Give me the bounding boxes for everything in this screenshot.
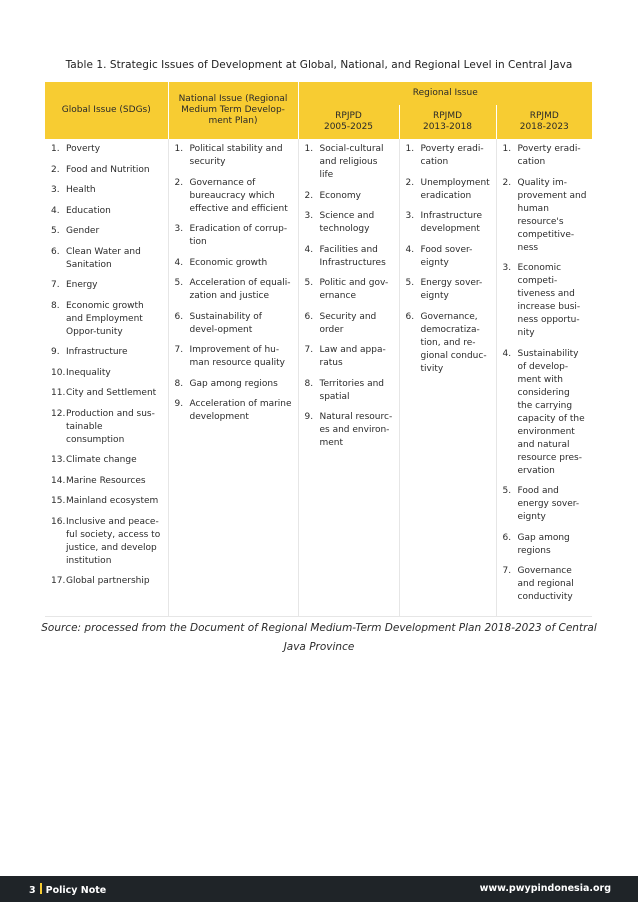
- rpjmd-2018-issue-item: [503, 532, 588, 558]
- header-rpjmd-2013-name: RPJMD: [432, 111, 463, 121]
- item-text: Education: [66, 205, 111, 216]
- item-number: 5.: [405, 278, 415, 288]
- item-number: 4.: [174, 257, 184, 268]
- national-issue-item: [175, 177, 293, 216]
- item-number: 8.: [304, 378, 314, 389]
- footer-divider: [40, 883, 42, 894]
- item-number: 9.: [174, 399, 184, 409]
- national-issue-item: [175, 344, 293, 370]
- item-text: Infrastructure: [66, 347, 128, 357]
- item-number: 10.: [51, 367, 66, 378]
- item-number: 13.: [51, 455, 66, 465]
- rpjmd-2018-issue-item: [503, 262, 588, 340]
- header-rpjmd-2013: [399, 105, 496, 139]
- item-number: 8.: [174, 378, 184, 389]
- item-text: Food and energy sover-eignty: [517, 486, 580, 522]
- item-number: 9.: [304, 412, 314, 422]
- item-number: 2.: [51, 164, 60, 175]
- footer-section: Policy Note: [45, 885, 107, 896]
- page-footer: [0, 876, 638, 902]
- national-issue-item: [175, 223, 293, 249]
- rpjpd-issues-cell: [298, 139, 399, 616]
- header-rpjmd-2018: [496, 105, 592, 139]
- global-issue-item: [51, 367, 163, 380]
- rpjmd-2013-issue-item: [406, 277, 491, 303]
- header-national: National Issue (Regional Medium Term Develop-ment Plan): [168, 82, 298, 139]
- item-number: 6.: [304, 311, 314, 322]
- item-number: 12.: [51, 408, 66, 419]
- header-regional: Regional Issue: [298, 82, 592, 105]
- rpjmd-2013-issue-item: [406, 244, 491, 270]
- global-issue-item: [51, 387, 163, 400]
- item-text: Politic and gov-ernance: [319, 278, 389, 301]
- table-caption: Table 1. Strategic Issues of Development at Global, National, and Regional Level in Central Java: [65, 59, 573, 71]
- item-text: Economic competi-tiveness and increase busi-ness opportu-nity: [517, 263, 581, 338]
- item-number: 2.: [304, 190, 314, 201]
- global-issue-item: [51, 495, 163, 508]
- page-number: 3: [29, 885, 36, 896]
- rpjmd-2013-issue-item: [406, 143, 491, 169]
- item-number: 3.: [51, 185, 60, 195]
- item-text: Unemployment eradication: [420, 177, 490, 201]
- item-number: 9.: [51, 347, 60, 357]
- item-text: Governance and regional conductivity: [517, 566, 574, 602]
- item-text: Mainland ecosystem: [66, 496, 159, 506]
- item-text: Climate change: [66, 455, 137, 465]
- item-number: 4.: [405, 244, 415, 255]
- item-number: 8.: [51, 300, 60, 311]
- item-number: 1.: [174, 144, 184, 154]
- header-rpjpd: [298, 105, 399, 139]
- item-number: 6.: [405, 311, 415, 322]
- rpjmd-2018-issue-item: [503, 143, 588, 169]
- item-text: Gender: [66, 226, 100, 236]
- item-number: 3.: [502, 263, 512, 273]
- item-text: City and Settlement: [66, 388, 157, 398]
- rpjmd-2013-issue-item: [406, 311, 491, 376]
- item-text: Global partnership: [66, 576, 150, 586]
- item-number: 6.: [174, 311, 184, 322]
- item-text: Governance of bureaucracy which effective and efficient: [189, 177, 288, 214]
- item-number: 5.: [51, 226, 60, 236]
- item-text: Poverty eradi-cation: [517, 144, 581, 167]
- item-text: Sustainability of devel-opment: [189, 311, 262, 335]
- item-text: Eradication of corrup-tion: [189, 224, 288, 247]
- source-note: Source: processed from the Document of Regional Medium-Term Development Plan 2018-2023 of Central Java Province: [41, 622, 597, 653]
- global-issue-item: [51, 246, 163, 272]
- item-text: Gap among regions: [517, 532, 570, 556]
- item-text: Marine Resources: [66, 475, 146, 486]
- item-text: Improvement of hu-man resource quality: [189, 345, 285, 368]
- item-number: 5.: [502, 486, 512, 496]
- item-number: 1.: [405, 144, 415, 154]
- footer-page-info: [29, 883, 106, 896]
- footer-website[interactable]: www.pwypindonesia.org: [479, 883, 611, 894]
- global-issue-item: [51, 205, 163, 218]
- global-issue-item: [51, 184, 163, 197]
- strategic-issues-table: [45, 82, 592, 617]
- national-issue-item: [175, 277, 293, 303]
- item-number: 6.: [502, 532, 512, 543]
- rpjmd-2018-issue-item: [503, 177, 588, 255]
- item-number: 7.: [51, 280, 60, 290]
- item-text: Facilities and Infrastructures: [319, 244, 386, 268]
- global-issue-item: [51, 475, 163, 488]
- global-issue-item: [51, 164, 163, 177]
- global-issue-item: [51, 575, 163, 588]
- item-number: 2.: [502, 177, 512, 188]
- item-number: 7.: [502, 566, 512, 576]
- national-issue-item: [175, 398, 293, 424]
- rpjpd-issue-item: [305, 210, 394, 236]
- item-number: 7.: [304, 345, 314, 355]
- item-text: Governance, democratiza-tion, and re-gional conduc-tivity: [420, 311, 487, 374]
- item-text: Science and technology: [319, 211, 375, 234]
- item-text: Poverty: [66, 144, 101, 154]
- item-text: Acceleration of equali-zation and justice: [189, 278, 291, 301]
- item-text: Poverty eradi-cation: [420, 144, 484, 167]
- rpjmd-2018-issue-item: [503, 348, 588, 478]
- item-number: 14.: [51, 475, 66, 486]
- item-text: Sustainability of develop-ment with considering the carrying capacity of the environment and natural resource pres-ervation: [517, 348, 585, 476]
- rpjmd-2018-issue-item: [503, 565, 588, 604]
- global-issue-item: [51, 143, 163, 156]
- item-number: 4.: [51, 205, 60, 216]
- national-issue-item: [175, 311, 293, 337]
- header-rpjmd-2018-name: RPJMD: [529, 111, 559, 121]
- rpjpd-issue-item: [305, 344, 394, 370]
- item-text: Law and appa-ratus: [319, 345, 386, 368]
- item-text: Inequality: [66, 367, 111, 378]
- item-text: Energy sover-eignty: [420, 278, 483, 301]
- rpjpd-issue-item: [305, 378, 394, 404]
- rpjmd-2018-issues-cell: [496, 139, 592, 616]
- item-text: Health: [66, 185, 96, 195]
- table-row: [45, 139, 592, 616]
- global-issues-cell: [45, 139, 168, 616]
- item-number: 1.: [304, 144, 314, 154]
- item-text: Political stability and security: [189, 144, 283, 167]
- item-text: Economic growth: [189, 257, 268, 268]
- item-text: Food and Nutrition: [66, 164, 150, 175]
- rpjpd-issue-item: [305, 190, 394, 203]
- item-number: 3.: [304, 211, 314, 221]
- item-text: Food sover-eignty: [420, 244, 473, 268]
- national-issue-item: [175, 143, 293, 169]
- global-issue-item: [51, 225, 163, 238]
- global-issue-item: [51, 408, 163, 447]
- rpjpd-issue-item: [305, 411, 394, 450]
- item-number: 11.: [51, 388, 66, 398]
- national-issue-item: [175, 378, 293, 391]
- item-number: 7.: [174, 345, 184, 355]
- item-number: 6.: [51, 246, 60, 257]
- item-number: 4.: [304, 244, 314, 255]
- item-number: 1.: [51, 144, 60, 154]
- global-issue-item: [51, 516, 163, 568]
- national-issues-cell: [168, 139, 298, 616]
- item-text: Infrastructure development: [420, 211, 483, 234]
- item-number: 17.: [51, 576, 66, 586]
- item-text: Natural resourc-es and environ-ment: [319, 412, 393, 448]
- item-text: Economy: [319, 190, 361, 201]
- item-number: 1.: [502, 144, 512, 154]
- item-text: Economic growth and Employment Oppor-tunity: [66, 300, 144, 337]
- item-text: Energy: [66, 280, 98, 290]
- item-text: Clean Water and Sanitation: [66, 246, 141, 270]
- rpjmd-2013-issue-item: [406, 177, 491, 203]
- item-number: 15.: [51, 496, 66, 506]
- item-number: 3.: [174, 224, 184, 234]
- header-rpjmd-2018-years: 2018-2023: [519, 122, 569, 132]
- item-text: Gap among regions: [189, 378, 278, 389]
- rpjmd-2013-issues-cell: [399, 139, 496, 616]
- rpjpd-issue-item: [305, 311, 394, 337]
- global-issue-item: [51, 300, 163, 339]
- rpjpd-issue-item: [305, 143, 394, 182]
- item-text: Security and order: [319, 311, 377, 335]
- item-number: 5.: [174, 278, 184, 288]
- item-text: Production and sus-tainable consumption: [66, 408, 155, 445]
- header-global: Global Issue (SDGs): [45, 82, 168, 139]
- global-issue-item: [51, 346, 163, 359]
- rpjpd-issue-item: [305, 244, 394, 270]
- item-number: 2.: [174, 177, 184, 188]
- header-rpjpd-name: RPJPD: [335, 111, 362, 121]
- national-issue-item: [175, 257, 293, 270]
- rpjpd-issue-item: [305, 277, 394, 303]
- item-number: 5.: [304, 278, 314, 288]
- item-text: Social-cultural and religious life: [319, 144, 384, 180]
- rpjmd-2018-issue-item: [503, 485, 588, 524]
- item-number: 4.: [502, 348, 512, 359]
- item-text: Quality im-provement and human resource's competitive-ness: [517, 177, 587, 253]
- item-text: Acceleration of marine development: [189, 399, 292, 422]
- rpjmd-2013-issue-item: [406, 210, 491, 236]
- item-number: 16.: [51, 516, 66, 527]
- item-number: 3.: [405, 211, 415, 221]
- global-issue-item: [51, 454, 163, 467]
- header-rpjmd-2013-years: 2013-2018: [422, 122, 473, 132]
- item-text: Territories and spatial: [319, 378, 385, 402]
- header-rpjpd-years: 2005-2025: [323, 122, 374, 132]
- item-number: 2.: [405, 177, 415, 188]
- item-text: Inclusive and peace-ful society, access to justice, and develop institution: [66, 516, 161, 566]
- global-issue-item: [51, 279, 163, 292]
